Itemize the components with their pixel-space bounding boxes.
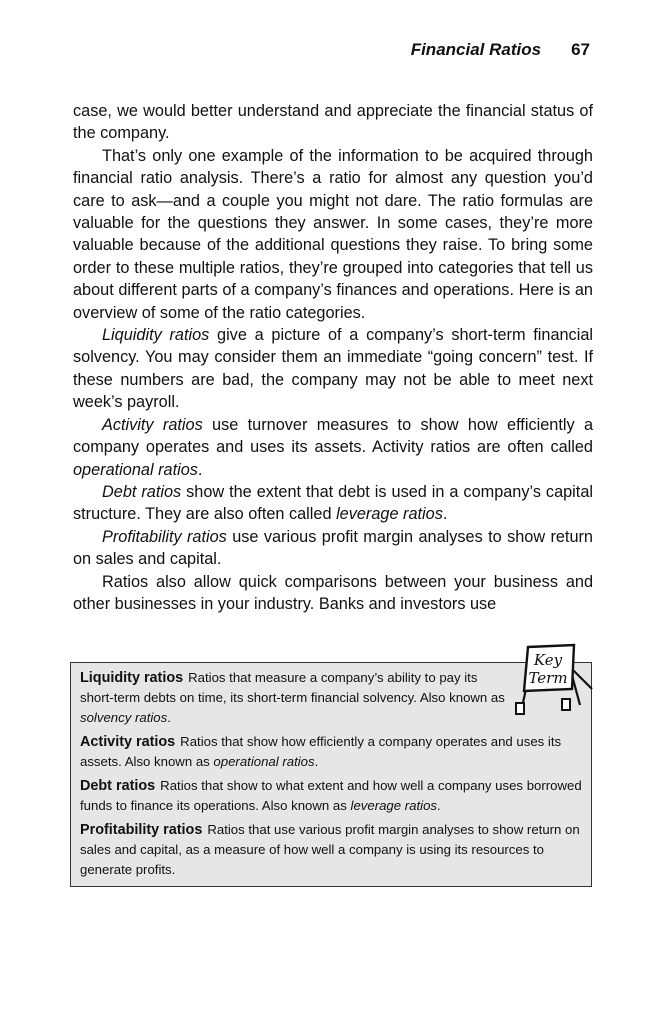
easel-icon (504, 641, 594, 721)
definition-term: Profitability ratios (80, 822, 203, 838)
definition-text: Ratios that measure a company’s ability to pay its short-term debts on time, its short-term financial solvency. Also known as (80, 670, 505, 705)
definition-activity (80, 732, 583, 772)
definition-end: . (167, 710, 171, 725)
definition-end: . (314, 754, 319, 769)
running-head (411, 40, 590, 60)
definition-alias: operational ratios (213, 754, 315, 769)
definition-text: Ratios that show how efficiently a company operates and uses its assets. Also known as (80, 734, 562, 769)
term-liquidity-ratios: Liquidity ratios (102, 326, 210, 345)
paragraph-profitability (73, 526, 593, 571)
alias-operational-ratios: operational ratios (73, 460, 198, 479)
alias-leverage-ratios: leverage ratios (336, 505, 443, 524)
definition-profitability (80, 820, 583, 880)
definition-end: . (437, 798, 441, 813)
term-activity-ratios: Activity ratios (102, 415, 203, 434)
definition-term: Liquidity ratios (80, 670, 184, 686)
paragraph-liquidity (73, 324, 593, 414)
badge-text-key: Key (533, 651, 563, 669)
body-text (73, 100, 593, 615)
page-number: 67 (571, 40, 590, 59)
paragraph-1: case, we would better understand and appreciate the financial status of the company. (73, 102, 593, 143)
paragraph-2: That’s only one example of the information to be acquired through financial ratio analysis. There’s a ratio for almost any question you’d care to ask—and a couple you might not dare. The ratio formulas are valuable for the questions they answer. In some cases, they’re more valuable because of the additional questions they raise. To bring some order to these multiple ratios, they’re grouped into categories that tell us about different parts of a company’s finances and operations. Here is an overview of some of the ratio categories. (73, 146, 593, 322)
paragraph-debt-text-a: show the extent that debt is used in a company’s capital structure. They are also often called (73, 482, 593, 524)
term-profitability-ratios: Profitability ratios (102, 527, 227, 546)
paragraph-liquidity-text: give a picture of a company’s short-term financial solvency. You may consider them an immediate “going concern” test. If these numbers are bad, the company may not be able to meet next week’s payroll. (73, 326, 593, 412)
definition-alias: leverage ratios (350, 798, 438, 813)
definition-alias: solvency ratios (80, 710, 168, 725)
running-head-title: Financial Ratios (410, 40, 542, 59)
definition-term: Activity ratios (80, 734, 176, 750)
definition-text: Ratios that show to what extent and how well a company uses borrowed funds to finance its operations. Also known as (80, 778, 582, 813)
easel-foot-left (516, 703, 524, 714)
definition-text: Ratios that use various profit margin analyses to show return on sales and capital, as a measure of how well a company is using its resources to generate profits. (80, 822, 580, 877)
easel-foot-right (562, 699, 570, 710)
paragraph-activity-text-a: use turnover measures to show how efficiently a company operates and uses its assets. Activity ratios are often called (73, 415, 593, 457)
paragraph-activity-text-b: . (197, 460, 203, 479)
definition-term: Debt ratios (80, 778, 156, 794)
paragraph-debt (73, 481, 593, 526)
key-term-easel-icon (504, 641, 594, 721)
term-debt-ratios: Debt ratios (102, 482, 182, 501)
paragraph-profitability-text: use various profit margin analyses to show return on sales and capital. (73, 527, 593, 569)
paragraph-7: Ratios also allow quick comparisons between your business and other businesses in your industry. Banks and investors use (73, 572, 593, 613)
definition-debt (80, 776, 583, 816)
paragraph-debt-text-b: . (442, 505, 448, 524)
badge-text-term: Term (528, 669, 568, 687)
paragraph-activity (73, 414, 593, 481)
